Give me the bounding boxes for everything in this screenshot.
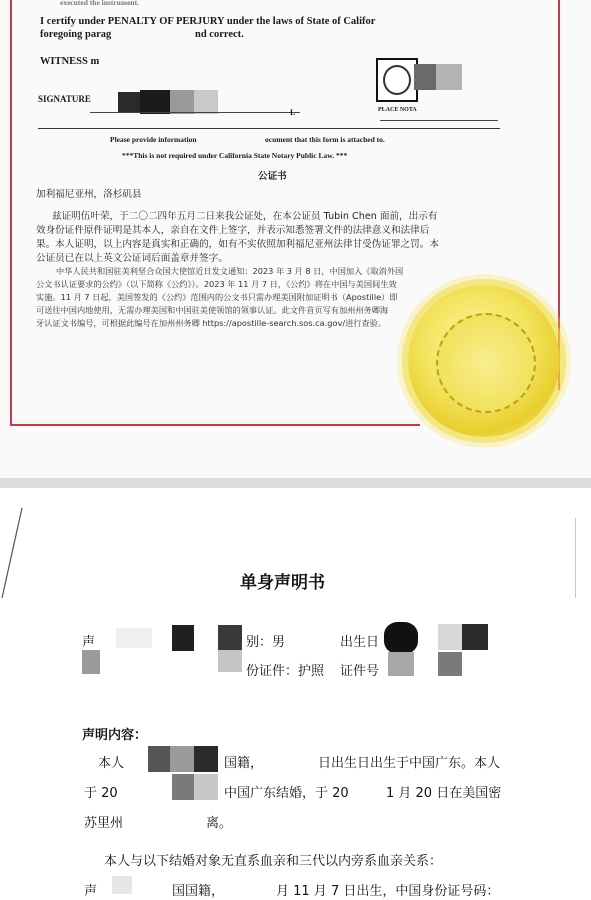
location-text: 加利福尼亚州，洛杉矶县: [36, 189, 142, 200]
redaction-block: [140, 90, 170, 114]
document-title: 单身声明书: [240, 573, 325, 593]
redaction-block: [388, 652, 414, 676]
redaction-block: [82, 650, 100, 674]
row1-label-a: 声: [82, 635, 96, 650]
para2-line-2: 公文书认证要求的公约》（以下简称《公约》）。2023 年 11 月 7 日，《公约》将在中国与美国间生效: [36, 279, 397, 289]
redaction-block: [112, 876, 132, 894]
birth-date-label: 出生日: [340, 635, 380, 650]
separator-line: [38, 128, 500, 129]
single-declaration-page: [0, 488, 591, 900]
bottom-red-border: [10, 424, 420, 426]
signature-suffix: L: [290, 108, 296, 117]
redaction-block: [172, 774, 194, 800]
redaction-block: [170, 746, 194, 772]
gender-field: 别：男: [246, 635, 286, 650]
body-line2-a: 于 20: [84, 786, 118, 801]
redaction-block: [194, 90, 218, 114]
redaction-block: [384, 622, 418, 654]
redaction-block: [194, 774, 218, 800]
para1-line-1: 兹证明伍叶荣，于二〇二四年五月二日来我公证处，在本公证员 Tubin Chen 面前，出示有: [52, 211, 438, 222]
left-red-border: [10, 0, 12, 426]
body-line5-c: 月 11 月 7 日出生，中国身份证号码：: [276, 884, 500, 899]
redaction-block: [218, 625, 242, 651]
signature-label: SIGNATURE: [38, 94, 91, 104]
body-line1-b: 国籍，: [224, 756, 264, 771]
body-line5-a: 声: [84, 884, 98, 899]
right-red-border: [558, 0, 560, 390]
body-line1-c: 日出生日出生于中国广东。本人: [318, 756, 501, 771]
redaction-block: [438, 624, 462, 650]
redaction-block: [194, 746, 218, 772]
place-underline: [380, 120, 498, 121]
page-edge-line: [0, 488, 30, 608]
certify-line-2a: foregoing parag: [40, 29, 112, 40]
top-fragment-text: executed the instrument.: [60, 0, 139, 7]
para1-line-4: 公证员已在以上英文公证词后面盖章并签字。: [36, 253, 228, 264]
body-line5-b: 国国籍，: [172, 884, 225, 899]
redaction-block: [148, 746, 170, 772]
body-line1-a: 本人: [98, 756, 125, 771]
redaction-block: [118, 92, 140, 112]
body-line3-a: 苏里州: [84, 816, 124, 831]
redaction-block: [414, 64, 436, 90]
body-line4: 本人与以下结婚对象无直系血亲和三代以内旁系血亲关系：: [104, 854, 443, 869]
gold-seal-icon: [408, 285, 560, 437]
body-line2-c: 1 月 20 日在美国密: [386, 786, 502, 801]
redaction-block: [438, 652, 462, 676]
certify-line-2b: nd correct.: [195, 29, 244, 40]
para2-line-1: 中华人民共和国驻美利坚合众国大使馆近日发文通知：2023 年 3 月 8 日，中国加入《取消外国: [56, 266, 404, 276]
body-line3-b: 离。: [206, 816, 233, 831]
para2-line-3: 实施。11 月 7 日起，美国签发的《公约》范围内的公文书只需办理美国附加证明书（Apostille）即: [36, 292, 398, 302]
redaction-block: [172, 625, 194, 651]
not-required-text: ***This is not required under California State Notary Public Law. ***: [122, 151, 348, 160]
certify-line-1: I certify under PENALTY OF PERJURY under the laws of State of Califor: [40, 16, 376, 27]
please-provide-text-b: ocument that this form is attached to.: [265, 135, 385, 144]
place-notary-label: PLACE NOTA: [378, 107, 417, 113]
para1-line-2: 效身份证件原件证明是其本人，亲自在文件上签字，并表示知悉签署文件的法律意义和法律后: [36, 225, 430, 236]
id-type-field: 份证件：护照: [246, 664, 325, 679]
signature-underline: [90, 112, 300, 113]
redaction-block: [462, 624, 488, 650]
page-gap: [0, 478, 591, 488]
redaction-block: [170, 90, 194, 114]
para2-line-5: 牙认证文书编号，可根据此编号在加州州务卿 https://apostille-search.sos.ca.gov/进行查验。: [36, 318, 387, 328]
gongzhengshu-title: 公证书: [258, 171, 287, 182]
id-number-label: 证件号: [340, 664, 380, 679]
please-provide-text-a: Please provide information: [110, 135, 197, 144]
section-heading: 声明内容：: [82, 728, 148, 743]
body-line2-b: 中国广东结婚，于 20: [224, 786, 349, 801]
redaction-block: [218, 650, 242, 672]
page-edge-mark: [575, 518, 576, 598]
redaction-block: [116, 628, 152, 648]
para1-line-3: 果。本人证明，以上内容是真实和正确的，如有不实依照加利福尼亚州法律甘受伪证罪之罚。本: [36, 239, 439, 250]
notary-stamp-icon: [376, 58, 418, 102]
para2-line-4: 可送往中国内地使用，无需办理美国和中国驻美使领馆的领事认证。此文件首页写有加州州务卿海: [36, 305, 389, 315]
redaction-block: [436, 64, 462, 90]
witness-label: WITNESS m: [40, 56, 100, 67]
